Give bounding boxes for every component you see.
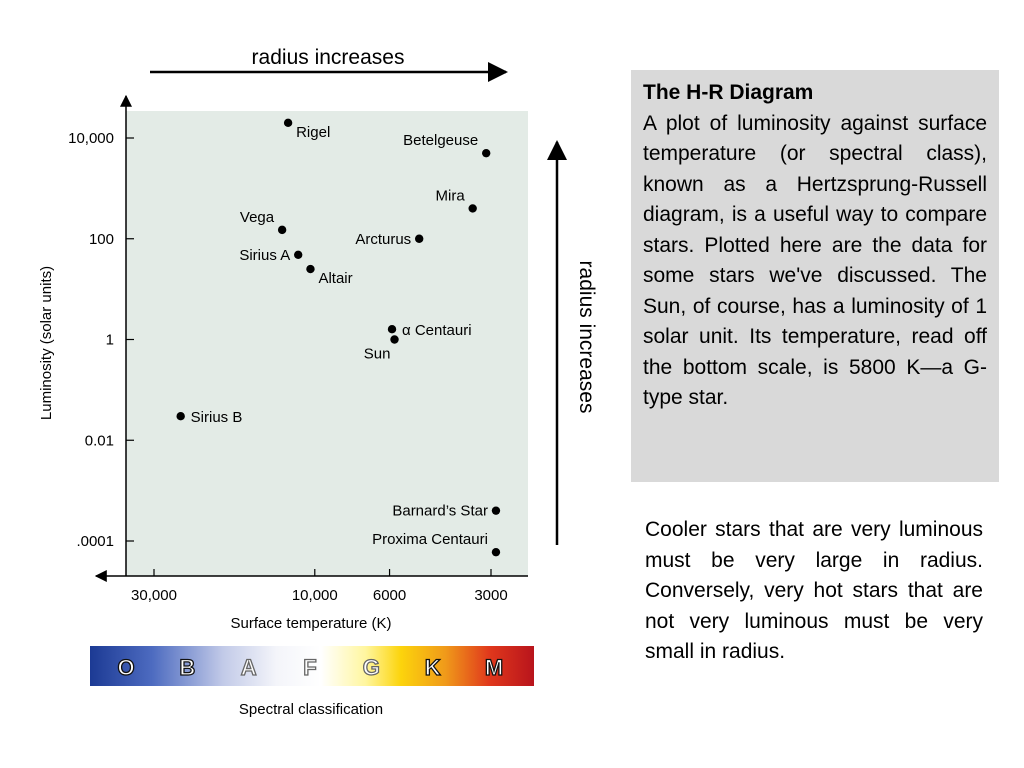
spectral-class-letter: F [303,655,317,680]
star-label: Sirius B [190,409,243,427]
star-point [482,149,490,157]
info-box-text: A plot of luminosity against surface temperature (or spectral class), known as a Hertzsprung-Russell diagram, is a useful way to compare stars. Plotted here are the data for some stars we've discussed. The Sun, of course, has a luminosity of 1 solar unit. Its temperature, read off the bottom scale, is 5800 K—a G-type star. [643,111,987,409]
radius-note: Cooler stars that are very luminous must be very large in radius. Conversely, very hot stars that are not very luminous must be very small in radius. [645,518,983,663]
x-tick-label: 3000 [474,587,508,604]
y-axis-title: Luminosity (solar units) [38,265,55,421]
spectral-classification-label: Spectral classification [238,701,384,718]
star-point [176,412,184,420]
star-point [390,335,398,343]
star-point [284,119,292,127]
star-label: Barnard’s Star [392,502,488,520]
star-point [306,265,314,273]
spectral-class-letter: B [179,655,196,680]
star-label: Vega [239,208,275,226]
x-tick-label: 30,000 [131,587,177,604]
star-label: Mira [435,187,465,205]
y-tick-label: 100 [88,230,114,248]
x-tick-label: 10,000 [291,587,338,604]
y-tick-label: 10,000 [68,130,114,147]
hr-diagram-info-box [631,70,999,482]
star-label: Sun [363,345,391,363]
star-label: Betelgeuse [403,132,479,150]
star-point [294,251,302,259]
x-axis-title: Surface temperature (K) [230,615,392,632]
star-point [492,548,500,556]
x-tick-label: 6000 [372,587,407,604]
star-label: α Centauri [402,322,472,340]
star-point [492,506,500,514]
y-tick-label: .0001 [76,533,114,550]
star-label: Proxima Centauri [372,531,488,549]
spectral-class-letter: M [484,655,504,680]
spectral-class-letter: A [240,655,257,680]
y-tick-label: 1 [105,331,114,349]
star-label: Rigel [296,123,331,141]
y-tick-label: 0.01 [84,432,114,450]
star-point [278,226,286,234]
star-point [468,204,476,212]
star-point [415,235,423,243]
star-label: Sirius A [239,246,291,264]
star-label: Arcturus [355,230,412,248]
right-radius-arrow-label: radius increases [575,260,598,414]
info-box-title: The H-R Diagram [643,81,814,104]
top-radius-arrow-label: radius increases [251,46,405,69]
spectral-class-letter: K [424,655,441,680]
star-point [388,325,396,333]
star-label: Altair [318,270,353,288]
spectral-class-letter: O [117,655,135,680]
spectral-class-letter: G [362,655,380,680]
